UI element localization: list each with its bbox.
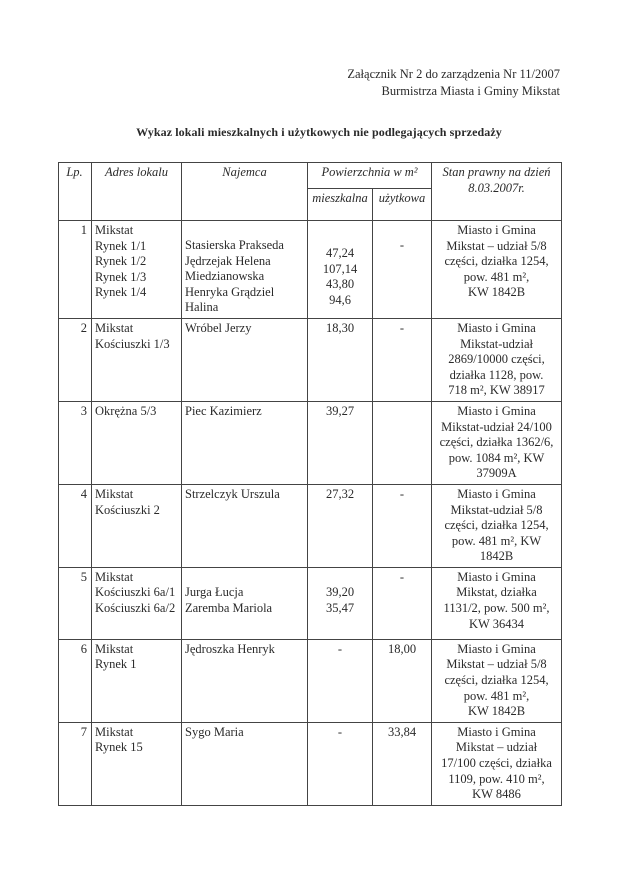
stan-line: KW 36434 bbox=[469, 616, 524, 631]
adres-line: Kościuszki 6a/2 bbox=[95, 601, 176, 616]
header-stan bbox=[432, 163, 562, 221]
cell-stan bbox=[432, 484, 562, 567]
cell-adres bbox=[92, 567, 182, 639]
stan-line: Mikstat – udział 5/8 bbox=[446, 657, 547, 672]
najemca-line: Wróbel Jerzy bbox=[185, 320, 252, 335]
najemca-line: Jurga Łucja bbox=[185, 585, 244, 600]
adres-line: Kościuszki 2 bbox=[95, 502, 160, 517]
cell-lp: 2 bbox=[59, 318, 92, 401]
adres-line: Mikstat bbox=[95, 569, 134, 584]
document-header bbox=[347, 66, 560, 100]
cell-najemca bbox=[182, 639, 308, 722]
table-row bbox=[59, 401, 562, 484]
adres-line: Rynek 1/1 bbox=[95, 238, 147, 253]
stan-line: Mikstat-udział bbox=[460, 336, 533, 351]
stan-line: Miasto i Gmina bbox=[457, 641, 536, 656]
header-uzytkowa: użytkowa bbox=[373, 189, 432, 221]
cell-najemca bbox=[182, 318, 308, 401]
mieszkalna-value: - bbox=[337, 641, 343, 656]
cell-adres bbox=[92, 639, 182, 722]
cell-mieszkalna bbox=[308, 567, 373, 639]
stan-line: Miasto i Gmina bbox=[457, 724, 536, 739]
mieszkalna-value: 35,47 bbox=[325, 601, 355, 616]
header-stan-line-1: Stan prawny na dzień bbox=[442, 165, 551, 179]
cell-mieszkalna bbox=[308, 401, 373, 484]
stan-line: Mikstat-udział 5/8 bbox=[450, 502, 543, 517]
adres-line: Mikstat bbox=[95, 724, 134, 739]
stan-line: 1842B bbox=[479, 549, 514, 564]
stan-line: Miasto i Gmina bbox=[457, 403, 536, 418]
document-title: Wykaz lokali mieszkalnych i użytkowych nie podlegających sprzedaży bbox=[136, 125, 502, 139]
adres-line: Rynek 1/2 bbox=[95, 254, 147, 269]
cell-najemca bbox=[182, 722, 308, 805]
stan-line: Mikstat – udział 5/8 bbox=[446, 238, 547, 253]
mieszkalna-value: 18,30 bbox=[325, 320, 355, 335]
najemca-line: Stasierska Prakseda bbox=[185, 238, 284, 252]
najemca-line: Halina bbox=[185, 300, 219, 315]
cell-adres bbox=[92, 318, 182, 401]
header-line-1: Załącznik Nr 2 do zarządzenia Nr 11/2007 bbox=[347, 67, 560, 81]
stan-line: Miasto i Gmina bbox=[457, 223, 536, 237]
stan-line: pow. 481 m², KW bbox=[451, 533, 542, 548]
adres-line: Rynek 15 bbox=[95, 740, 143, 755]
adres-line: Kościuszki 1/3 bbox=[95, 336, 170, 351]
header-najemca: Najemca bbox=[182, 163, 308, 221]
cell-uzytkowa bbox=[373, 401, 432, 484]
stan-line: części, działka 1254, bbox=[444, 673, 549, 688]
mieszkalna-value: 47,24 bbox=[325, 246, 355, 260]
stan-line: Miasto i Gmina bbox=[457, 486, 536, 501]
cell-uzytkowa: 18,00 bbox=[373, 639, 432, 722]
cell-lp: 6 bbox=[59, 639, 92, 722]
mieszkalna-value: 94,6 bbox=[329, 292, 351, 307]
stan-line: KW 8486 bbox=[472, 787, 521, 802]
najemca-line bbox=[185, 570, 304, 586]
stan-line: 2869/10000 części, bbox=[448, 352, 545, 367]
stan-line: 17/100 części, działka bbox=[441, 756, 552, 771]
stan-line: 718 m², KW 38917 bbox=[448, 383, 545, 398]
table-row bbox=[59, 484, 562, 567]
cell-lp: 7 bbox=[59, 722, 92, 805]
stan-line: części, działka 1362/6, bbox=[439, 435, 554, 450]
cell-mieszkalna bbox=[308, 318, 373, 401]
stan-line: 1131/2, pow. 500 m², bbox=[443, 601, 550, 616]
cell-mieszkalna bbox=[308, 221, 373, 319]
table-row bbox=[59, 567, 562, 639]
najemca-line: Miedzianowska bbox=[185, 269, 265, 284]
stan-line: części, działka 1254, bbox=[444, 518, 549, 533]
stan-line: 1109, pow. 410 m², bbox=[448, 771, 545, 786]
stan-line: Mikstat – udział bbox=[455, 740, 538, 755]
adres-line: Mikstat bbox=[95, 641, 134, 656]
header-adres: Adres lokalu bbox=[92, 163, 182, 221]
cell-uzytkowa: - bbox=[373, 484, 432, 567]
najemca-line: Zaremba Mariola bbox=[185, 601, 273, 616]
cell-najemca bbox=[182, 221, 308, 319]
cell-uzytkowa: - bbox=[373, 221, 432, 319]
mieszkalna-value: 39,20 bbox=[325, 585, 355, 600]
najemca-line: Piec Kazimierz bbox=[185, 403, 262, 418]
premises-table bbox=[58, 162, 562, 806]
table-row bbox=[59, 639, 562, 722]
najemca-line: Strzelczyk Urszula bbox=[185, 486, 280, 501]
stan-line: pow. 1084 m², KW bbox=[448, 450, 545, 465]
mieszkalna-value: 107,14 bbox=[322, 261, 358, 276]
header-powierzchnia: Powierzchnia w m² bbox=[308, 163, 432, 189]
cell-adres bbox=[92, 221, 182, 319]
adres-line: Rynek 1/3 bbox=[95, 269, 147, 284]
najemca-line: Henryka Grądziel bbox=[185, 284, 275, 299]
cell-stan bbox=[432, 318, 562, 401]
adres-line: Rynek 1 bbox=[95, 657, 137, 672]
cell-lp: 3 bbox=[59, 401, 92, 484]
header-stan-line-2: 8.03.2007r. bbox=[468, 180, 525, 195]
stan-line: Mikstat, działka bbox=[456, 585, 537, 600]
header-mieszkalna: mieszkalna bbox=[308, 189, 373, 221]
cell-adres bbox=[92, 401, 182, 484]
cell-mieszkalna bbox=[308, 484, 373, 567]
cell-lp: 5 bbox=[59, 567, 92, 639]
header-lp: Lp. bbox=[59, 163, 92, 221]
mieszkalna-value: - bbox=[337, 724, 343, 739]
table-row bbox=[59, 221, 562, 319]
header-line-2: Burmistrza Miasta i Gminy Mikstat bbox=[381, 84, 560, 98]
cell-najemca bbox=[182, 484, 308, 567]
cell-najemca bbox=[182, 567, 308, 639]
table-row bbox=[59, 722, 562, 805]
cell-najemca bbox=[182, 401, 308, 484]
cell-lp: 1 bbox=[59, 221, 92, 319]
cell-adres bbox=[92, 722, 182, 805]
cell-uzytkowa: - bbox=[373, 567, 432, 639]
cell-uzytkowa: 33,84 bbox=[373, 722, 432, 805]
cell-lp: 4 bbox=[59, 484, 92, 567]
cell-stan bbox=[432, 401, 562, 484]
adres-line: Kościuszki 6a/1 bbox=[95, 585, 176, 600]
stan-line: części, działka 1254, bbox=[444, 254, 549, 269]
stan-line: pow. 481 m², bbox=[463, 269, 530, 284]
stan-line: Miasto i Gmina bbox=[457, 320, 536, 335]
najemca-line: Jędrzejak Helena bbox=[185, 253, 271, 268]
mieszkalna-value bbox=[311, 570, 369, 586]
cell-stan bbox=[432, 567, 562, 639]
stan-line: Mikstat-udział 24/100 bbox=[441, 419, 552, 434]
cell-stan bbox=[432, 722, 562, 805]
adres-line: Mikstat bbox=[95, 223, 134, 237]
cell-stan bbox=[432, 221, 562, 319]
cell-mieszkalna bbox=[308, 639, 373, 722]
stan-line: KW 1842B bbox=[467, 704, 526, 719]
najemca-line: Sygo Maria bbox=[185, 724, 244, 739]
stan-line: pow. 481 m², bbox=[463, 688, 530, 703]
stan-line: 37909A bbox=[476, 466, 517, 481]
adres-line: Rynek 1/4 bbox=[95, 285, 147, 300]
stan-line: działka 1128, pow. bbox=[449, 367, 544, 382]
mieszkalna-value: 27,32 bbox=[325, 486, 355, 501]
stan-line: KW 1842B bbox=[467, 285, 526, 300]
adres-line: Mikstat bbox=[95, 320, 134, 335]
cell-mieszkalna bbox=[308, 722, 373, 805]
cell-stan bbox=[432, 639, 562, 722]
table-row bbox=[59, 318, 562, 401]
cell-adres bbox=[92, 484, 182, 567]
mieszkalna-value: 39,27 bbox=[325, 403, 355, 418]
cell-uzytkowa: - bbox=[373, 318, 432, 401]
adres-line: Okrężna 5/3 bbox=[95, 403, 157, 418]
najemca-line: Jędroszka Henryk bbox=[185, 641, 275, 656]
stan-line: Miasto i Gmina bbox=[457, 569, 536, 584]
mieszkalna-value: 43,80 bbox=[325, 277, 355, 292]
adres-line: Mikstat bbox=[95, 486, 134, 501]
